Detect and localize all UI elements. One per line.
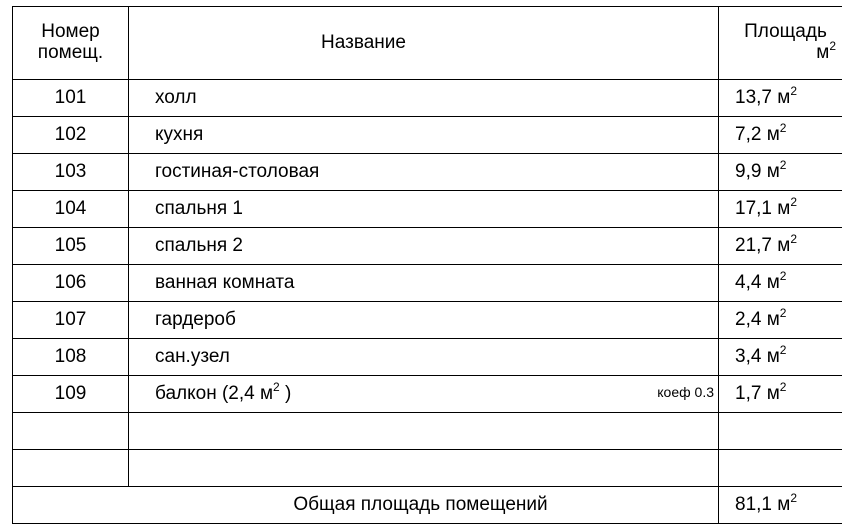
table-row xyxy=(13,302,842,339)
room-area: 13,7 $м^2$ xyxy=(719,80,842,117)
empty-row xyxy=(13,450,842,487)
room-name: сан.узел xyxy=(129,339,719,376)
room-number: 105 xyxy=(13,228,129,265)
room-area: 2,4 $м^2$ xyxy=(719,302,842,339)
room-number: 102 xyxy=(13,117,129,154)
room-name: гостиная-столовая xyxy=(129,154,719,191)
room-name: гардероб xyxy=(129,302,719,339)
room-area: 17,1 $м^2$ xyxy=(719,191,842,228)
table-row xyxy=(13,376,842,413)
room-area: 9,9 $м^2$ xyxy=(719,154,842,191)
table-row xyxy=(13,191,842,228)
table-row xyxy=(13,80,842,117)
room-number: 107 xyxy=(13,302,129,339)
table-row xyxy=(13,154,842,191)
room-number: 109 xyxy=(13,376,129,413)
header-room-name: Название xyxy=(129,7,719,80)
table-row xyxy=(13,228,842,265)
room-area: 7,2 $м^2$ xyxy=(719,117,842,154)
room-name: холл xyxy=(129,80,719,117)
room-number: 106 xyxy=(13,265,129,302)
header-room-number: Номер помещ. xyxy=(13,7,129,80)
header-room-area: Площадь $м^2$ xyxy=(719,7,842,80)
room-number: 101 xyxy=(13,80,129,117)
room-area: 1,7 $м^2$ xyxy=(719,376,842,413)
room-name: спальня 1 xyxy=(129,191,719,228)
room-number: 108 xyxy=(13,339,129,376)
total-row xyxy=(13,487,842,524)
empty-row xyxy=(13,413,842,450)
coefficient-note: коеф 0.3 xyxy=(657,384,714,400)
room-area: 21,7 $м^2$ xyxy=(719,228,842,265)
room-area: 4,4 $м^2$ xyxy=(719,265,842,302)
table-row xyxy=(13,117,842,154)
total-label: Общая площадь помещений xyxy=(13,487,719,524)
table-row xyxy=(13,339,842,376)
room-name: спальня 2 xyxy=(129,228,719,265)
total-area: 81,1 $м^2$ xyxy=(719,487,842,524)
table-header-row xyxy=(13,7,842,80)
room-number: 103 xyxy=(13,154,129,191)
table-row xyxy=(13,265,842,302)
room-number: 104 xyxy=(13,191,129,228)
room-area: 3,4 $м^2$ xyxy=(719,339,842,376)
room-name: кухня xyxy=(129,117,719,154)
rooms-table xyxy=(12,6,842,524)
room-name: ванная комната xyxy=(129,265,719,302)
room-name: балкон (2,4 $м^2$ ) коеф 0.3 xyxy=(129,376,719,413)
